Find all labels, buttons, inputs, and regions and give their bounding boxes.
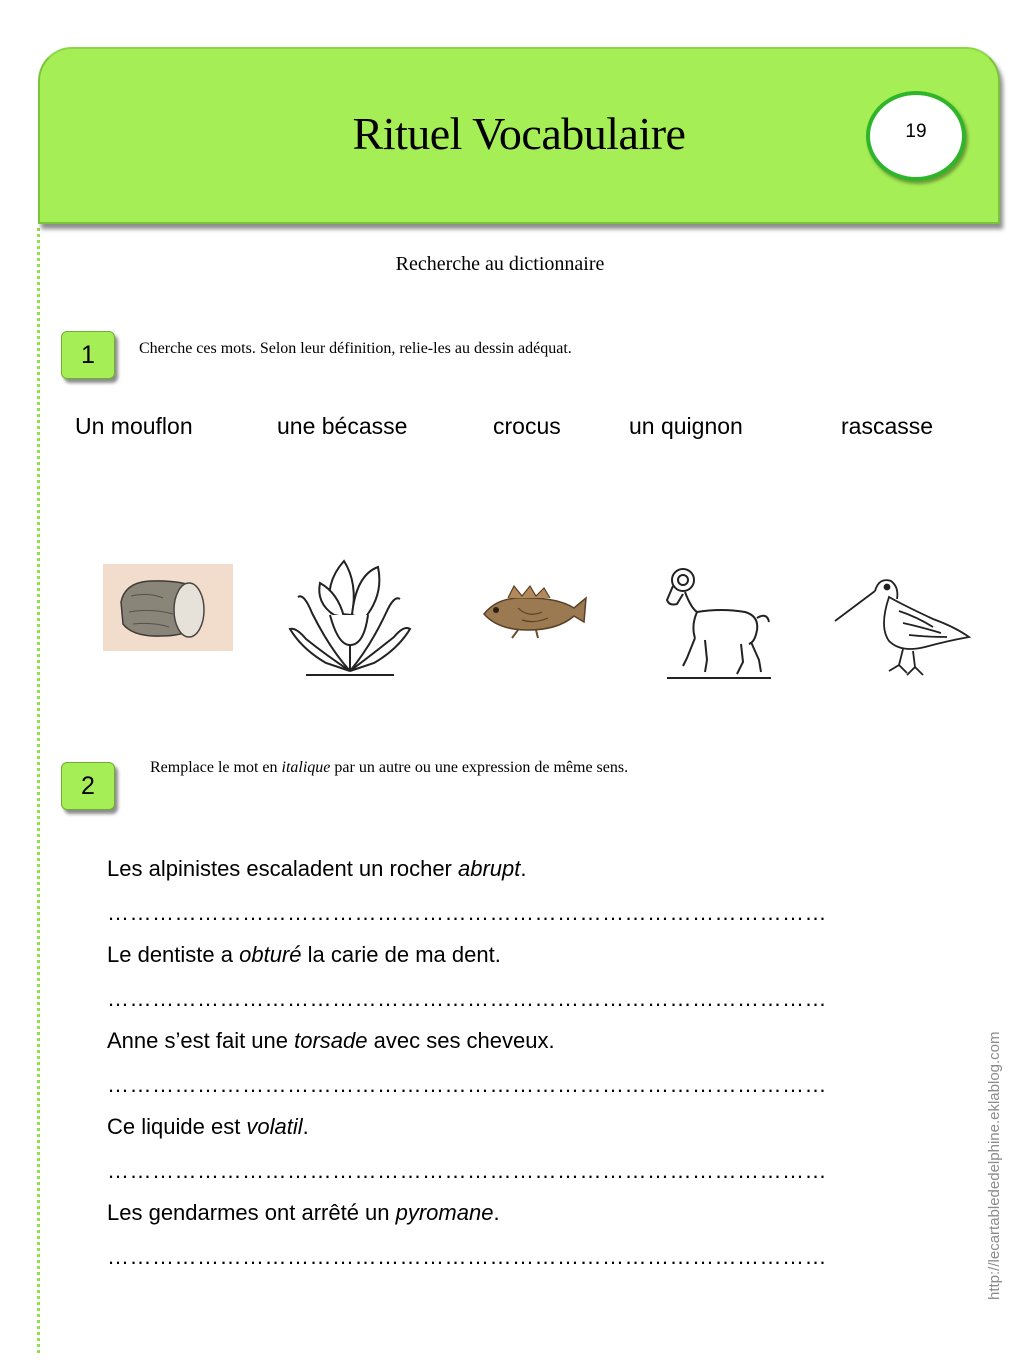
sentence-text: Anne s’est fait une [107, 1028, 295, 1053]
word-crocus: crocus [493, 413, 561, 439]
italic-word: volatil [246, 1114, 303, 1139]
sentence-text: Les gendarmes ont arrêté un [107, 1200, 396, 1225]
instruction-italic-word: italique [281, 759, 331, 776]
sentence-1 [107, 856, 527, 882]
word-becasse: une bécasse [277, 413, 408, 439]
page-number: 19 [905, 121, 927, 142]
italic-word: torsade [294, 1028, 368, 1053]
instruction-text: Remplace le mot en [150, 759, 282, 776]
italic-word: obturé [239, 942, 302, 967]
page-number-badge [866, 91, 966, 181]
answer-line-4[interactable]: …………………………………………………………………………………… [107, 1158, 827, 1183]
exercise-1-instruction: Cherche ces mots. Selon leur définition, relie-les au dessin adéquat. [139, 340, 572, 357]
sentence-text: . [520, 856, 527, 881]
sentence-text: . [302, 1114, 309, 1139]
answer-line-2[interactable]: …………………………………………………………………………………… [107, 986, 827, 1011]
sentence-text: Ce liquide est [107, 1114, 247, 1139]
word-mouflon: Un mouflon [75, 413, 193, 439]
answer-line-1[interactable]: …………………………………………………………………………………… [107, 900, 827, 925]
header-banner [38, 47, 1000, 224]
word-quignon: un quignon [629, 413, 743, 439]
sentence-5 [107, 1200, 500, 1226]
exercise-2-badge: 2 [61, 762, 115, 810]
woodcock-image [829, 565, 973, 680]
crocus-flower-image [286, 553, 415, 680]
section-subtitle: Recherche au dictionnaire [395, 253, 605, 275]
dotted-margin-line [37, 228, 40, 1353]
scorpionfish-image [478, 584, 588, 640]
sentence-4 [107, 1114, 309, 1140]
instruction-text: par un autre ou une expression de même sens. [330, 759, 629, 776]
sentence-3 [107, 1028, 555, 1054]
mouflon-image [661, 564, 774, 683]
sentence-2 [107, 942, 501, 968]
exercise-1-badge: 1 [61, 331, 115, 379]
sentence-text: avec ses cheveux. [367, 1028, 555, 1053]
answer-line-3[interactable]: …………………………………………………………………………………… [107, 1072, 827, 1097]
sentence-text: Les alpinistes escaladent un rocher [107, 856, 458, 881]
bread-crust-image [103, 564, 233, 651]
sentence-text: Le dentiste a [107, 942, 240, 967]
site-watermark: http://lecartablededelphine.eklablog.com [986, 1031, 1003, 1300]
answer-line-5[interactable]: …………………………………………………………………………………… [107, 1244, 827, 1269]
italic-word: abrupt [458, 856, 521, 881]
exercise-2-instruction [150, 759, 628, 777]
sentence-text: la carie de ma dent. [301, 942, 501, 967]
sentence-text: . [493, 1200, 500, 1225]
page-title: Rituel Vocabulaire [352, 108, 686, 159]
italic-word: pyromane [395, 1200, 494, 1225]
word-rascasse: rascasse [841, 413, 934, 439]
